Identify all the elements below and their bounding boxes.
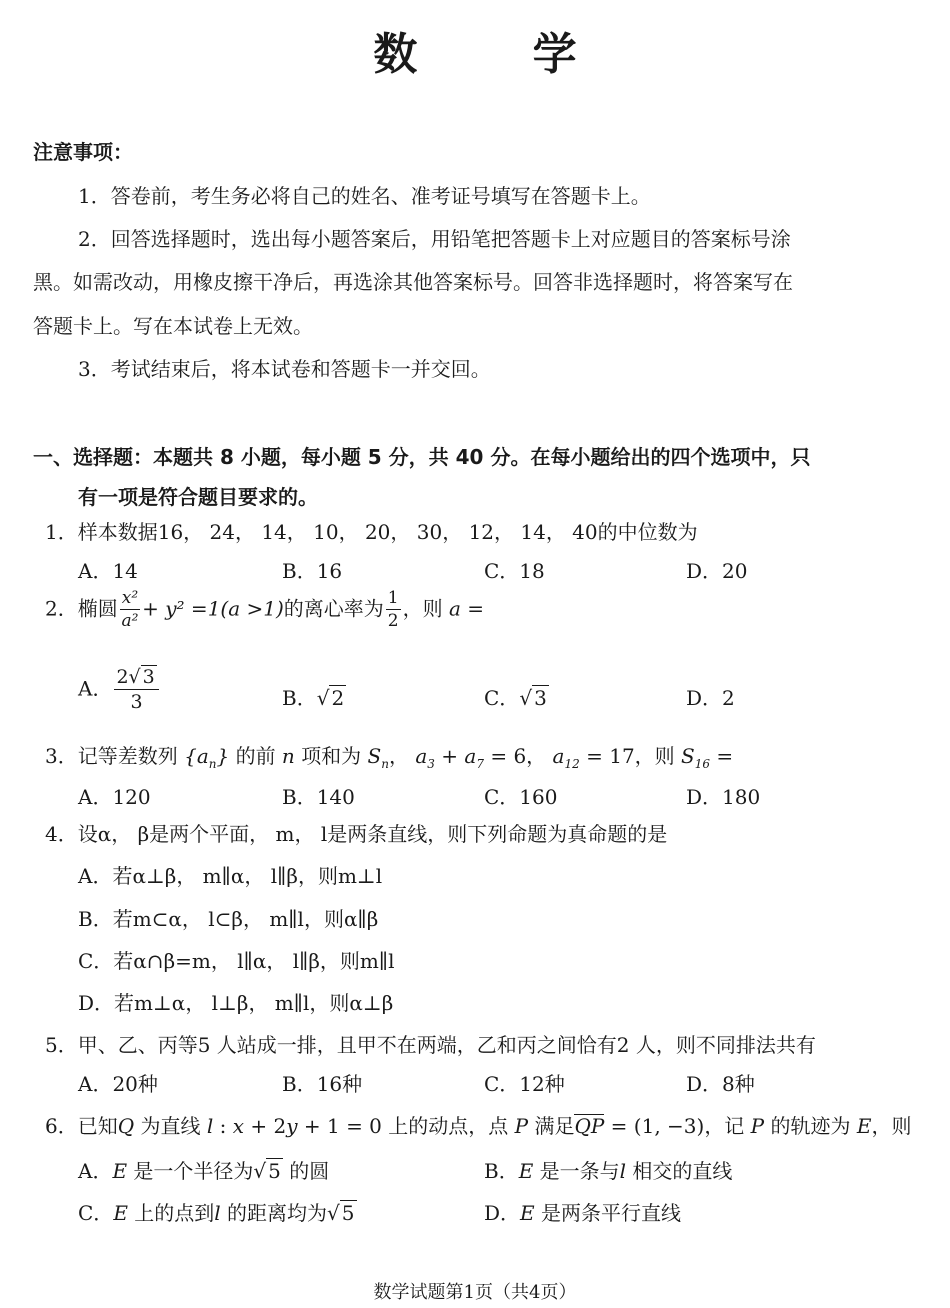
notice-heading: 注意事项： xyxy=(33,140,133,164)
question-4-option-a: A．若α⊥β， m∥α， l∥β，则m⊥l xyxy=(78,864,383,888)
question-3-option-b: B．140 xyxy=(282,785,355,809)
question-3-option-a: A．120 xyxy=(78,785,151,809)
question-5-option-b: B．16种 xyxy=(282,1072,363,1096)
question-1-stem: 1．样本数据16， 24， 14， 10， 20， 30， 12， 14， 40的中位数为 xyxy=(45,520,698,544)
question-6-stem: 6．已知Q 为直线 l : x + 2y + 1 = 0 上的动点，点 P 满足QP = (1, −3)，记 P 的轨迹为 E，则 xyxy=(45,1114,912,1138)
question-1-option-c: C．18 xyxy=(484,559,545,583)
formula-one-half: $\frac{1}{2}$ xyxy=(387,588,399,631)
section-heading-line-2: 有一项是符合题目要求的。 xyxy=(78,485,318,509)
notice-item-2-line-2: 黑。如需改动，用橡皮擦干净后，再选涂其他答案标号。回答非选择题时，将答案写在 xyxy=(33,270,793,294)
question-5-stem: 5．甲、乙、丙等5 人站成一排，且甲不在两端，乙和丙之间恰有2 人，则不同排法共有 xyxy=(45,1033,816,1057)
question-2-option-a: A． $\frac{2√ 3}{3}$ xyxy=(78,668,161,712)
question-2-stem: 2．椭圆 $\frac{\text{x²}}{\text{a²}}$ + y² =1(a >1)的离心率为 $\frac{1}{2}$ ，则 a = xyxy=(45,588,485,631)
question-5-option-d: D．8种 xyxy=(686,1072,755,1096)
notice-item-2-line-1: 2．回答选择题时，选出每小题答案后，用铅笔把答题卡上对应题目的答案标号涂 xyxy=(78,227,791,251)
question-3-option-c: C．160 xyxy=(484,785,558,809)
question-1-option-d: D．20 xyxy=(686,559,748,583)
question-4-option-c: C．若α∩β=m， l∥α， l∥β，则m∥l xyxy=(78,949,395,973)
question-5-option-c: C．12种 xyxy=(484,1072,565,1096)
question-3-stem: 3．记等差数列 $\{a_n\}$ 的前 n 项和为 $S_n$， $a_3 + a_7 = 6$， $a_{12} = 17$，则 $S_{16}$ = xyxy=(45,744,734,771)
page-footer: 数学试题第1页（共4页） xyxy=(373,1282,577,1303)
question-1-option-b: B．16 xyxy=(282,559,343,583)
question-6-option-c: C．E 上的点到l 的距离均为√ 5 xyxy=(78,1201,355,1225)
notice-item-3: 3．考试结束后，将本试卷和答题卡一并交回。 xyxy=(78,357,491,381)
question-5-option-a: A．20种 xyxy=(78,1072,158,1096)
question-4-option-d: D．若m⊥α， l⊥β， m∥l，则α⊥β xyxy=(78,991,394,1015)
question-3-option-d: D．180 xyxy=(686,785,761,809)
question-4-option-b: B．若m⊂α， l⊂β， m∥l，则α∥β xyxy=(78,907,379,931)
question-4-stem: 4．设α， β是两个平面， m， l是两条直线，则下列命题为真命题的是 xyxy=(45,822,668,846)
question-6-option-a: A．E 是一个半径为√ 5 的圆 xyxy=(78,1159,330,1183)
question-6-option-b: B．E 是一条与l 相交的直线 xyxy=(484,1159,733,1183)
question-6-option-d: D．E 是两条平行直线 xyxy=(484,1201,682,1225)
question-2-number: 2．椭圆 xyxy=(45,596,118,621)
question-2-tail-2: ，则 xyxy=(402,596,443,621)
question-2-option-d: D．2 xyxy=(686,686,735,710)
notice-item-2-line-3: 答题卡上。写在本试卷上无效。 xyxy=(33,314,313,338)
question-2-option-b: B．√ 2 xyxy=(282,686,345,710)
question-1-option-a: A．14 xyxy=(78,559,138,583)
question-2-tail-1: 的离心率为 xyxy=(283,596,384,621)
notice-item-1: 1．答卷前，考生务必将自己的姓名、准考证号填写在答题卡上。 xyxy=(78,184,651,208)
formula-x2-over-a2: $\frac{\text{x²}}{\text{a²}}$ xyxy=(121,588,139,631)
question-2-option-c: C．√ 3 xyxy=(484,686,547,710)
page-title: 数 学 xyxy=(373,29,627,80)
section-heading-line-1: 一、选择题：本题共 8 小题，每小题 5 分，共 40 分。在每小题给出的四个选项中，只 xyxy=(33,445,811,469)
